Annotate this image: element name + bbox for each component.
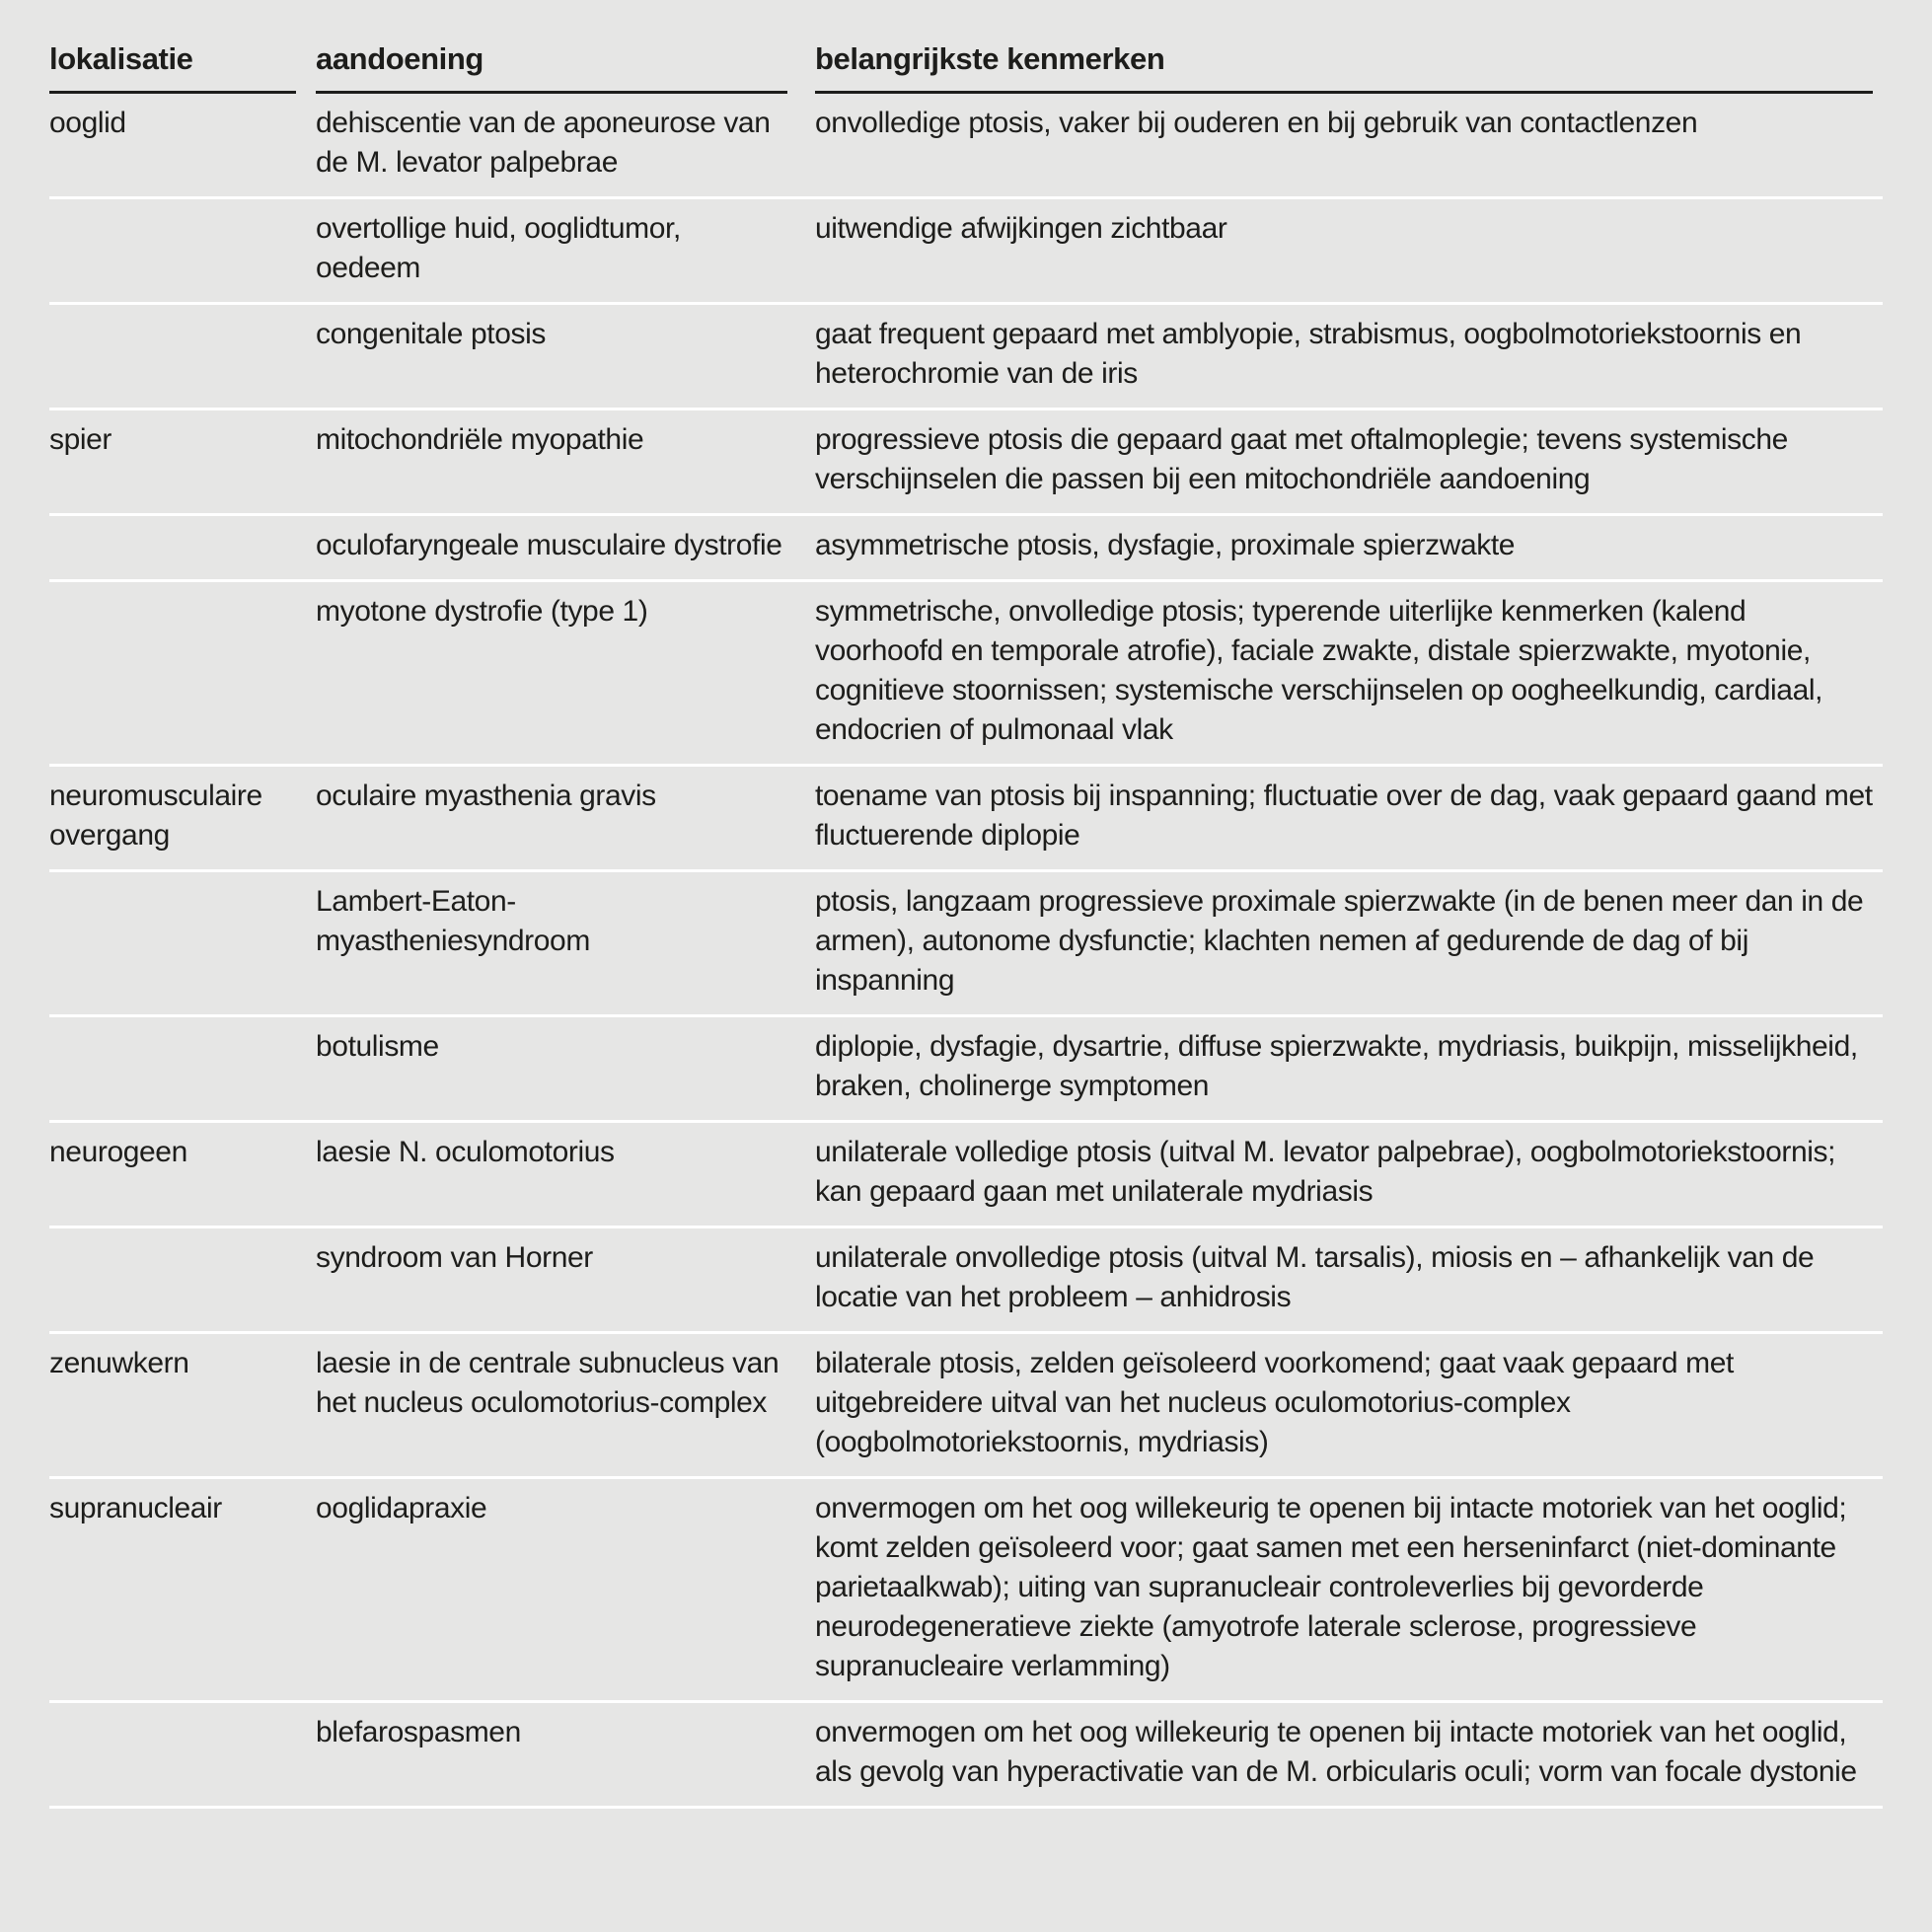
table-row (49, 1476, 1883, 1700)
column-header-label: belangrijkste kenmerken (815, 41, 1165, 76)
cell-kenmerken: onvermogen om het oog willekeurig te openen bij intacte motoriek van het ooglid, als gevolg van hyperactivatie van de M. orbicularis oculi; vorm van focale dystonie (815, 1716, 1857, 1788)
cell-aandoening: Lambert-Eaton-myastheniesyndroom (316, 885, 590, 957)
cell-kenmerken: diplopie, dysfagie, dysartrie, diffuse spierzwakte, mydriasis, buikpijn, misselijkheid, braken, cholinerge symptomen (815, 1030, 1858, 1102)
cell-lokalisatie: spier (49, 423, 112, 456)
cell-kenmerken: uitwendige afwijkingen zichtbaar (815, 212, 1227, 245)
table-row (49, 764, 1883, 869)
table-row (49, 94, 1883, 196)
cell-aandoening: mitochondriële myopathie (316, 423, 644, 456)
cell-aandoening: overtollige huid, ooglidtumor, oedeem (316, 212, 681, 284)
cell-aandoening: congenitale ptosis (316, 318, 546, 350)
cell-kenmerken: unilaterale onvolledige ptosis (uitval M. tarsalis), miosis en – afhankelijk van de locatie van het probleem – anhidrosis (815, 1241, 1815, 1313)
cell-kenmerken: bilaterale ptosis, zelden geïsoleerd voorkomend; gaat vaak gepaard met uitgebreidere uitval van het nucleus oculomotorius-complex (oogbolmotoriekstoornis, mydriasis) (815, 1347, 1734, 1458)
cell-kenmerken: symmetrische, onvolledige ptosis; typerende uiterlijke kenmerken (kalend voorhoofd en temporale atrofie), faciale zwakte, distale spierzwakte, myotonie, cognitieve stoornissen; systemische verschijnselen op oogheelkundig, cardiaal, endocrien of pulmonaal vlak (815, 595, 1823, 746)
cell-aandoening: laesie in de centrale subnucleus van het nucleus oculomotorius-complex (316, 1347, 780, 1419)
cell-aandoening: dehiscentie van de aponeurose van de M. levator palpebrae (316, 107, 771, 179)
table-row (49, 1226, 1883, 1331)
cell-kenmerken: toename van ptosis bij inspanning; fluctuatie over de dag, vaak gepaard gaand met fluctuerende diplopie (815, 780, 1873, 852)
table-row (49, 513, 1883, 579)
cell-aandoening: ooglidapraxie (316, 1492, 487, 1524)
header-underline (49, 91, 296, 94)
cell-kenmerken: ptosis, langzaam progressieve proximale spierzwakte (in de benen meer dan in de armen), autonome dysfunctie; klachten nemen af gedurende de dag of bij inspanning (815, 885, 1864, 997)
cell-kenmerken: progressieve ptosis die gepaard gaat met oftalmoplegie; tevens systemische verschijnselen die passen bij een mitochondriële aandoening (815, 423, 1788, 495)
cell-lokalisatie: zenuwkern (49, 1347, 189, 1379)
cell-kenmerken: onvermogen om het oog willekeurig te openen bij intacte motoriek van het ooglid; komt zelden geïsoleerd voor; gaat samen met een herseninfarct (niet-dominante parietaalkwab); uiting van supranucleair controleverlies bij gevorderde neurodegeneratieve ziekte (amyotrofe laterale sclerose, progressieve supranucleaire verlamming) (815, 1492, 1847, 1682)
table-row (49, 302, 1883, 408)
table-row (49, 1014, 1883, 1120)
table-row (49, 196, 1883, 302)
cell-aandoening: oculaire myasthenia gravis (316, 780, 656, 812)
table-row (49, 1700, 1883, 1806)
cell-kenmerken: unilaterale volledige ptosis (uitval M. levator palpebrae), oogbolmotoriekstoornis; kan gepaard gaan met unilaterale mydriasis (815, 1136, 1836, 1208)
table-header-row (49, 39, 1883, 94)
column-header-label: aandoening (316, 41, 483, 76)
table-row (49, 579, 1883, 764)
ptosis-causes-table (49, 0, 1883, 1809)
table-row (49, 1331, 1883, 1476)
cell-kenmerken: onvolledige ptosis, vaker bij ouderen en bij gebruik van contactlenzen (815, 107, 1698, 139)
cell-aandoening: blefarospasmen (316, 1716, 521, 1748)
cell-kenmerken: asymmetrische ptosis, dysfagie, proximale spierzwakte (815, 529, 1516, 561)
header-underline (316, 91, 787, 94)
column-header-lokalisatie (49, 39, 316, 94)
table-row (49, 869, 1883, 1014)
cell-lokalisatie: neuromusculaire overgang (49, 780, 262, 852)
cell-aandoening: oculofaryngeale musculaire dystrofie (316, 529, 782, 561)
cell-lokalisatie: supranucleair (49, 1492, 222, 1524)
table-body (49, 94, 1883, 1809)
column-header-label: lokalisatie (49, 41, 193, 76)
cell-aandoening: laesie N. oculomotorius (316, 1136, 615, 1168)
cell-aandoening: syndroom van Horner (316, 1241, 593, 1274)
cell-lokalisatie: neurogeen (49, 1136, 187, 1168)
cell-kenmerken: gaat frequent gepaard met amblyopie, strabismus, oogbolmotoriekstoornis en heterochromie van de iris (815, 318, 1802, 390)
header-underline (815, 91, 1873, 94)
table-row (49, 408, 1883, 513)
table-row (49, 1120, 1883, 1226)
column-header-kenmerken (815, 39, 1883, 94)
cell-aandoening: myotone dystrofie (type 1) (316, 595, 648, 628)
cell-aandoening: botulisme (316, 1030, 439, 1063)
cell-lokalisatie: ooglid (49, 107, 126, 139)
column-header-aandoening (316, 39, 815, 94)
